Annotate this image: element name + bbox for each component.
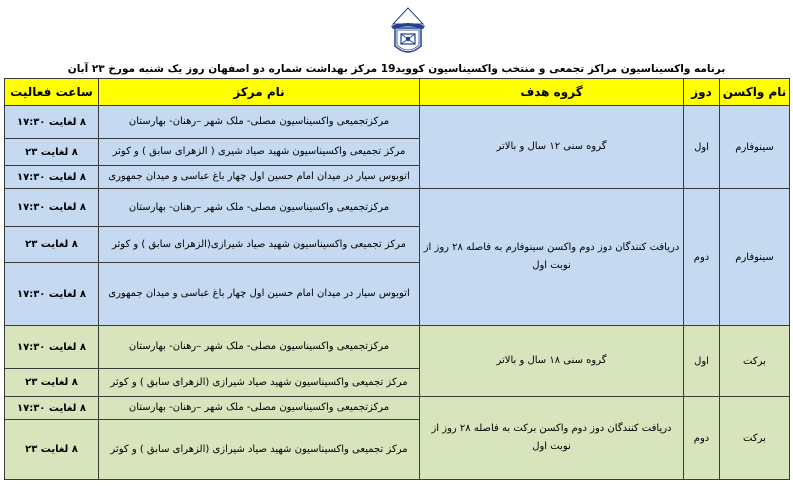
vaccination-schedule-table (4, 78, 790, 480)
activity-hours-cell: ۸ لغایت ۲۳ (5, 369, 99, 397)
table-row (5, 189, 790, 227)
center-name-cell: اتوبوس سیار در میدان امام حسین اول چهار باغ عباسی و میدان جمهوری (99, 166, 420, 189)
vaccine-name-cell: سینوفارم (720, 106, 790, 189)
activity-hours-cell: ۸ لغایت ۱۷:۳۰ (5, 189, 99, 227)
table-row (5, 106, 790, 139)
activity-hours-cell: ۸ لغایت ۲۳ (5, 139, 99, 166)
vaccine-name-cell: برکت (720, 326, 790, 397)
center-name-cell: اتوبوس سیار در میدان امام حسین اول چهار باغ عباسی و میدان جمهوری (99, 263, 420, 326)
header-vaccine-name: نام واکسن (720, 79, 790, 106)
target-group-cell: دریافت کنندگان دوز دوم واکسن برکت به فاصله ۲۸ روز از نوبت اول (420, 397, 684, 480)
vaccine-name-cell: سینوفارم (720, 189, 790, 326)
table-row (5, 326, 790, 369)
center-name-cell: مرکزتجمیعی واکسیناسیون مصلی- ملک شهر –رهنان- بهارستان (99, 326, 420, 369)
activity-hours-cell: ۸ لغایت ۱۷:۳۰ (5, 263, 99, 326)
emblem-icon (383, 6, 433, 60)
dose-cell: اول (684, 106, 720, 189)
target-group-cell: گروه سنی ۱۸ سال و بالاتر (420, 326, 684, 397)
activity-hours-cell: ۸ لغایت ۲۳ (5, 420, 99, 480)
dose-cell: دوم (684, 397, 720, 480)
activity-hours-cell: ۸ لغایت ۱۷:۳۰ (5, 326, 99, 369)
university-logo (383, 6, 433, 60)
dose-cell: اول (684, 326, 720, 397)
page-title: برنامه واکسیناسیون مراکز تجمعی و منتخب واکسیناسیون کووید19 مرکز بهداشت شماره دو اصفهان روز یک شنبه مورخ ۲۳ آبان (67, 63, 726, 75)
table-header-row (5, 79, 790, 106)
center-name-cell: مرکز تجمیعی واکسیناسیون شهید صیاد شیرازی (الزهرای سابق ) و کوثر (99, 369, 420, 397)
activity-hours-cell: ۸ لغایت ۱۷:۳۰ (5, 106, 99, 139)
target-group-cell: دریافت کنندگان دوز دوم واکسن سینوفارم به فاصله ۲۸ روز از نوبت اول (420, 189, 684, 326)
header-center-name: نام مرکز (99, 79, 420, 106)
vaccine-name-cell: برکت (720, 397, 790, 480)
table-row (5, 397, 790, 420)
header-activity-hours: ساعت فعالیت (5, 79, 99, 106)
header-target-group: گروه هدف (420, 79, 684, 106)
center-name-cell: مرکز تجمیعی واکسیناسیون شهید صیاد شیرازی (الزهرای سابق ) و کوثر (99, 420, 420, 480)
dose-cell: دوم (684, 189, 720, 326)
target-group-cell: گروه سنی ۱۲ سال و بالاتر (420, 106, 684, 189)
activity-hours-cell: ۸ لغایت ۲۳ (5, 227, 99, 263)
activity-hours-cell: ۸ لغایت ۱۷:۳۰ (5, 166, 99, 189)
center-name-cell: مرکز تجمیعی واکسیناسیون شهید صیاد شیری ( الزهرای سابق ) و کوثر (99, 139, 420, 166)
activity-hours-cell: ۸ لغایت ۱۷:۳۰ (5, 397, 99, 420)
center-name-cell: مرکزتجمیعی واکسیناسیون مصلی- ملک شهر –رهنان- بهارستان (99, 189, 420, 227)
center-name-cell: مرکزتجمیعی واکسیناسیون مصلی- ملک شهر –رهنان- بهارستان (99, 397, 420, 420)
center-name-cell: مرکزتجمیعی واکسیناسیون مصلی- ملک شهر –رهنان- بهارستان (99, 106, 420, 139)
header-dose: دوز (684, 79, 720, 106)
center-name-cell: مرکز تجمیعی واکسیناسیون شهید صیاد شیرازی(الزهرای سابق ) و کوثر (99, 227, 420, 263)
